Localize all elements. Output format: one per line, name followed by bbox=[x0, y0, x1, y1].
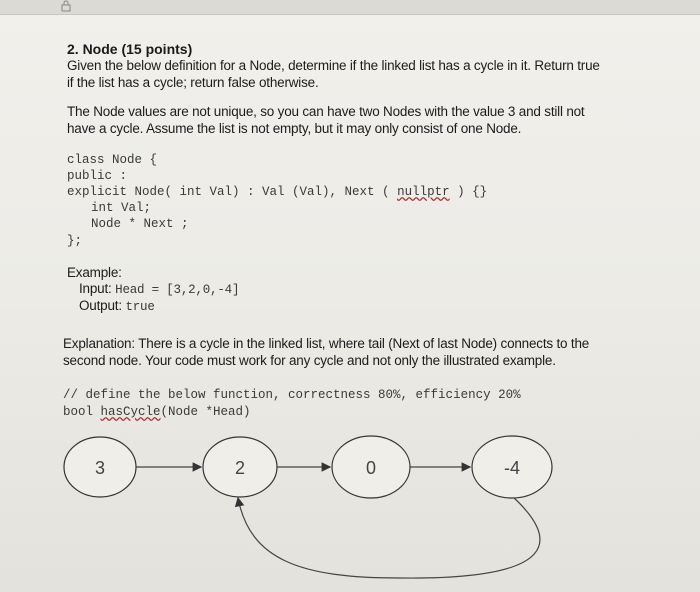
function-comment: // define the below function, correctness 80%, efficiency 20% bbox=[63, 388, 521, 402]
example-heading: Example: bbox=[67, 265, 122, 280]
description-line-1: Given the below definition for a Node, determine if the linked list has a cycle in it. Return true bbox=[67, 58, 600, 73]
explanation-line-1: Explanation: There is a cycle in the linked list, where tail (Next of last Node) connects to the bbox=[63, 336, 590, 351]
explanation-line-2: second node. Your code must work for any cycle and not only the illustrated example. bbox=[63, 353, 556, 368]
nullptr-keyword: nullptr bbox=[397, 185, 450, 199]
code-class-line: class Node { bbox=[67, 153, 158, 167]
node-value-2: 0 bbox=[365, 458, 377, 478]
node-value-0: 3 bbox=[94, 458, 106, 478]
code-public-line: public : bbox=[67, 169, 128, 183]
list-node-1 bbox=[203, 437, 277, 497]
code-next-line: Node * Next ; bbox=[91, 217, 189, 231]
arrow-cycle-back bbox=[238, 496, 540, 578]
list-node-3 bbox=[472, 436, 552, 498]
example-output: Output: true bbox=[79, 298, 155, 314]
list-node-0 bbox=[64, 437, 136, 497]
question-title: 2. Node (15 points) bbox=[67, 41, 193, 57]
list-node-2 bbox=[332, 436, 410, 498]
function-name: hasCycle bbox=[100, 405, 161, 419]
description-line-2: if the list has a cycle; return false otherwise. bbox=[67, 75, 319, 90]
example-input: Input: Head = [3,2,0,-4] bbox=[79, 281, 240, 297]
node-value-1: 2 bbox=[234, 458, 246, 478]
code-constructor-line: explicit Node( int Val) : Val (Val), Next ( nullptr ) {} bbox=[67, 185, 488, 199]
node-value-3: -4 bbox=[503, 458, 521, 478]
code-val-line: int Val; bbox=[91, 201, 152, 215]
function-signature: bool hasCycle(Node *Head) bbox=[63, 405, 251, 419]
code-close-line: }; bbox=[67, 234, 83, 248]
note-line-2: have a cycle. Assume the list is not empty, but it may only consist of one Node. bbox=[67, 121, 522, 136]
note-line-1: The Node values are not unique, so you can have two Nodes with the value 3 and still not bbox=[67, 104, 585, 119]
